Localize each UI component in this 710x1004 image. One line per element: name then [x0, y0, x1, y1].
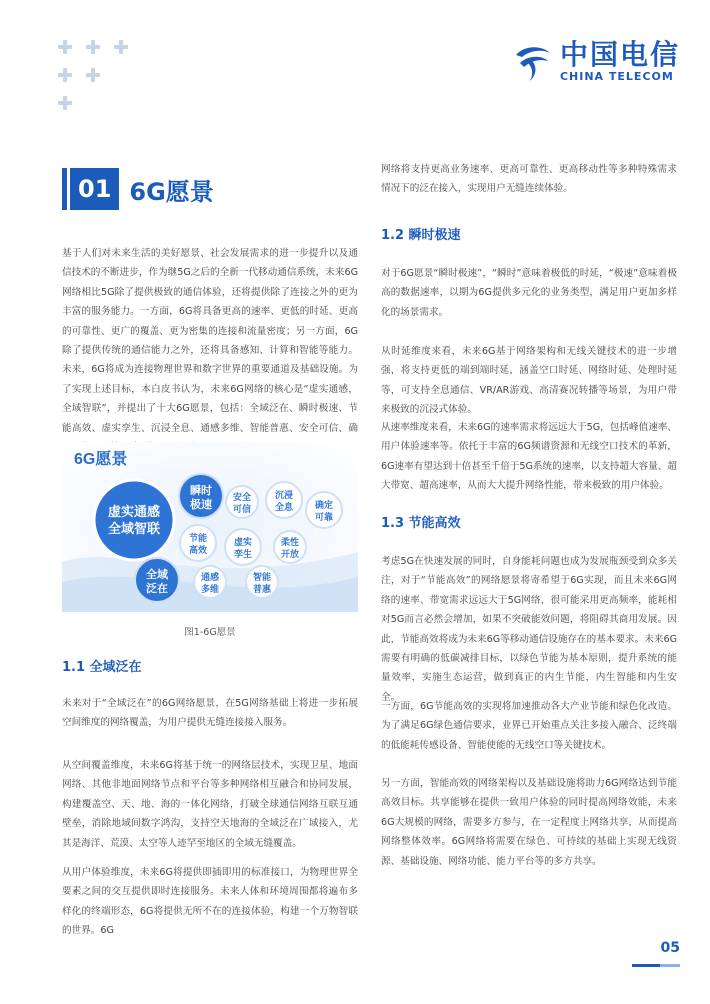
intro-paragraph — [62, 244, 358, 457]
chapter-title: 6G愿景 — [129, 177, 214, 206]
section-1-3-para-b — [381, 697, 677, 755]
vision-bubble — [246, 566, 278, 598]
vision-bubble-label: 可靠 — [314, 513, 334, 523]
paragraph-text: 从速率维度来看，未来6G的速率需求将远远大于5G，包括峰值速率、用户体验速率等。依托于丰富的6G频谱资源和无线空口技术的革新，6G速率有望达到十倍甚至千倍于5G系统的速率，以支持超大容量、超大带宽、超高速率，从而大大提升网络性能，带来极致的用户体验。 — [381, 422, 677, 492]
plus-icon — [86, 68, 100, 82]
vision-bubble-label: 全域 — [146, 568, 168, 581]
plus-icon — [86, 40, 100, 54]
section-1-1-para-c — [62, 863, 358, 941]
vision-bubble — [180, 525, 216, 561]
vision-bubble-label: 开放 — [280, 550, 300, 560]
plus-icon — [114, 40, 128, 54]
paragraph-text: 未来对于“全域泛在”的6G网络愿景，在5G网络基础上将进一步拓展空间维度的网络覆盖，为用户提供无缝连接接入服务。 — [62, 698, 358, 729]
section-1-2-para-b — [381, 342, 677, 420]
vision-bubble-label: 普惠 — [252, 585, 272, 595]
right-top-paragraph — [381, 160, 677, 199]
vision-bubble-label: 通感 — [200, 573, 220, 583]
china-telecom-logo-icon — [512, 41, 554, 83]
plus-decoration — [58, 40, 148, 120]
paragraph-text: 另一方面，智能高效的网络架构以及基础设施将助力6G网络达到节能高效目标。共享能够在提供一致用户体验的同时提高网络效能，未来6G大规模的网络，需要多方参与，在一定程度上网络共享，从而提高网络整体效率。6G网络将需要在绿色、可持续的基础上实现无线资源、基础设施、网络功能、能力平台等的多方共享。 — [381, 778, 677, 867]
svg-text:虚实通感: 虚实通感 — [107, 505, 161, 520]
paragraph-text: 对于6G愿景“瞬时极速”，“瞬时”意味着极低的时延，“极速”意味着极高的数据速率，以期为6G提供多元化的业务类型，满足用户更加多样化的场景需求。 — [381, 268, 677, 318]
section-1-2-para-c — [381, 418, 677, 496]
chapter-heading — [62, 168, 214, 210]
chapter-accent-bar — [62, 168, 67, 210]
section-1-3-para-a — [381, 552, 677, 707]
vision-bubble — [135, 558, 179, 602]
vision-diagram — [62, 442, 358, 612]
paragraph-text: 从用户体验维度，未来6G将提供即插即用的标准接口，为物理世界全要素之间的交互提供即时连接服务。未来人体和环境周围都将遍布多样化的终端形态，6G将提供无所不在的连接体验，构建一个万物智联的世界。6G — [62, 867, 358, 937]
vision-bubble-label: 多维 — [200, 585, 220, 595]
plus-icon — [58, 68, 72, 82]
vision-bubble-label: 高效 — [188, 546, 208, 556]
vision-bubble — [194, 566, 226, 598]
vision-bubble-label: 泛在 — [146, 582, 168, 595]
section-heading-1-2: 1.2 瞬时极速 — [381, 228, 461, 243]
vision-bubble-label: 瞬时 — [190, 484, 212, 497]
vision-bubble-label: 沉浸 — [274, 491, 294, 501]
vision-bubble-label: 节能 — [188, 534, 208, 544]
chapter-number: 01 — [70, 168, 119, 210]
paragraph-text: 网络将支持更高业务速率、更高可靠性、更高移动性等多种特殊需求情况下的泛在接入，实现用户无缝连续体验。 — [381, 164, 677, 195]
vision-bubble-label: 孪生 — [233, 550, 253, 560]
section-1-2-para-a — [381, 264, 677, 322]
vision-bubble-label: 安全 — [232, 493, 252, 503]
paragraph-text: 一方面，6G节能高效的实现将加速推动各大产业节能和绿色化改造。为了满足6G绿色通信要求，业界已开始重点关注多接入融合、泛终端的低能耗传感设备、智能使能的无线空口等关键技术。 — [381, 701, 677, 751]
svg-text:全域智联: 全域智联 — [107, 522, 161, 537]
figure-heading: 6G愿景 — [74, 451, 128, 468]
plus-icon — [58, 40, 72, 54]
paragraph-text: 考虑5G在快速发展的同时，自身能耗问题也成为发展瓶颈受到众多关注，对于“节能高效”的网络愿景将寄希望于6G实现，而且未来6G网络的速率、带宽需求远远大于5G网络，很可能采用更高频率，能耗相对5G而言必然会增加，如果不突破能效问题，将阻碍其商用发展。因此，节能高效将成为未来6G等移动通信设施存在的基本要求。未来6G需要有明确的低碳减排目标，以绿色节能为基本原则，提升系统的能量效率，实施生态运营，做到真正的内生节能，内生智能和内生安全。 — [381, 556, 677, 703]
section-heading-1-1: 1.1 全域泛在 — [62, 660, 142, 675]
vision-bubble-label: 虚实 — [233, 538, 253, 548]
logo-english-text: CHINA TELECOM — [559, 70, 674, 83]
vision-bubble-label: 可信 — [232, 505, 252, 515]
page-number-underline-accent — [660, 964, 680, 967]
vision-bubble-label: 智能 — [252, 573, 272, 583]
vision-bubble-label: 极速 — [190, 498, 212, 511]
section-1-1-para-a — [62, 694, 358, 733]
vision-bubble — [274, 531, 306, 563]
vision-bubble — [225, 529, 261, 565]
paragraph-text: 从时延维度来看，未来6G基于网络架构和无线关键技术的进一步增强，将支持更低的端到端时延，涵盖空口时延、网络时延、处理时延等，可支持全息通信、VR/AR游戏、高清赛况转播等场景，为用户带来极致的沉浸式体验。 — [381, 346, 677, 416]
section-heading-1-3: 1.3 节能高效 — [381, 516, 461, 531]
section-1-1-para-b — [62, 756, 358, 853]
paragraph-text: 从空间覆盖维度，未来6G将基于统一的网络层技术，实现卫星、地面网络、其他非地面网络节点和平台等多种网络相互融合和协同发展，构建覆盖空、天、地、海的一体化网络，打破全球通信网络互联互通壁垒，消除地域间数字鸿沟，支持空天地海的全域泛在广域接入，尤其是海洋、荒漠、太空等人迹罕至地区的全域无缝覆盖。 — [62, 760, 358, 849]
core-bubble — [94, 480, 174, 560]
vision-bubble — [179, 474, 223, 518]
vision-bubble — [266, 482, 302, 518]
china-telecom-logo — [512, 40, 680, 83]
vision-bubble-label: 确定 — [314, 501, 334, 511]
vision-figure — [62, 442, 358, 612]
figure-caption: 图1-6G愿景 — [184, 627, 236, 638]
vision-bubble-label: 全息 — [274, 503, 294, 513]
vision-bubble-label: 柔性 — [280, 538, 300, 548]
intro-text: 基于人们对未来生活的美好愿景、社会发展需求的进一步提升以及通信技术的不断进步，作为继5G之后的全新一代移动通信系统，未来6G网络相比5G除了提供极致的通信体验，还将提供除了连接之外的更为丰富的服务能力。一方面，6G将具备更高的速率、更低的时延、更高的可靠性、更广的覆盖、更为密集的连接和流量密度；另一方面，6G除了提供传统的通信能力之外，还将具备感知、计算和智能等能力。未来，6G将成为连接物理世界和数字世界的重要通道及基础设施。为了实现上述目标，本白皮书认为，未来6G网络的核心是“虚实通感，全域智联”，并提出了十大6G愿景，包括：全域泛在、瞬时极速、节能高效、虚实孪生、沉浸全息、通感多维、智能普惠、安全可信、确 — [62, 248, 358, 434]
logo-chinese-text: 中国电信 — [559, 38, 680, 71]
plus-icon — [58, 96, 72, 110]
vision-bubble — [226, 486, 258, 518]
section-1-3-para-c — [381, 774, 677, 871]
vision-bubble — [306, 492, 342, 528]
page-number: 05 — [660, 940, 680, 956]
